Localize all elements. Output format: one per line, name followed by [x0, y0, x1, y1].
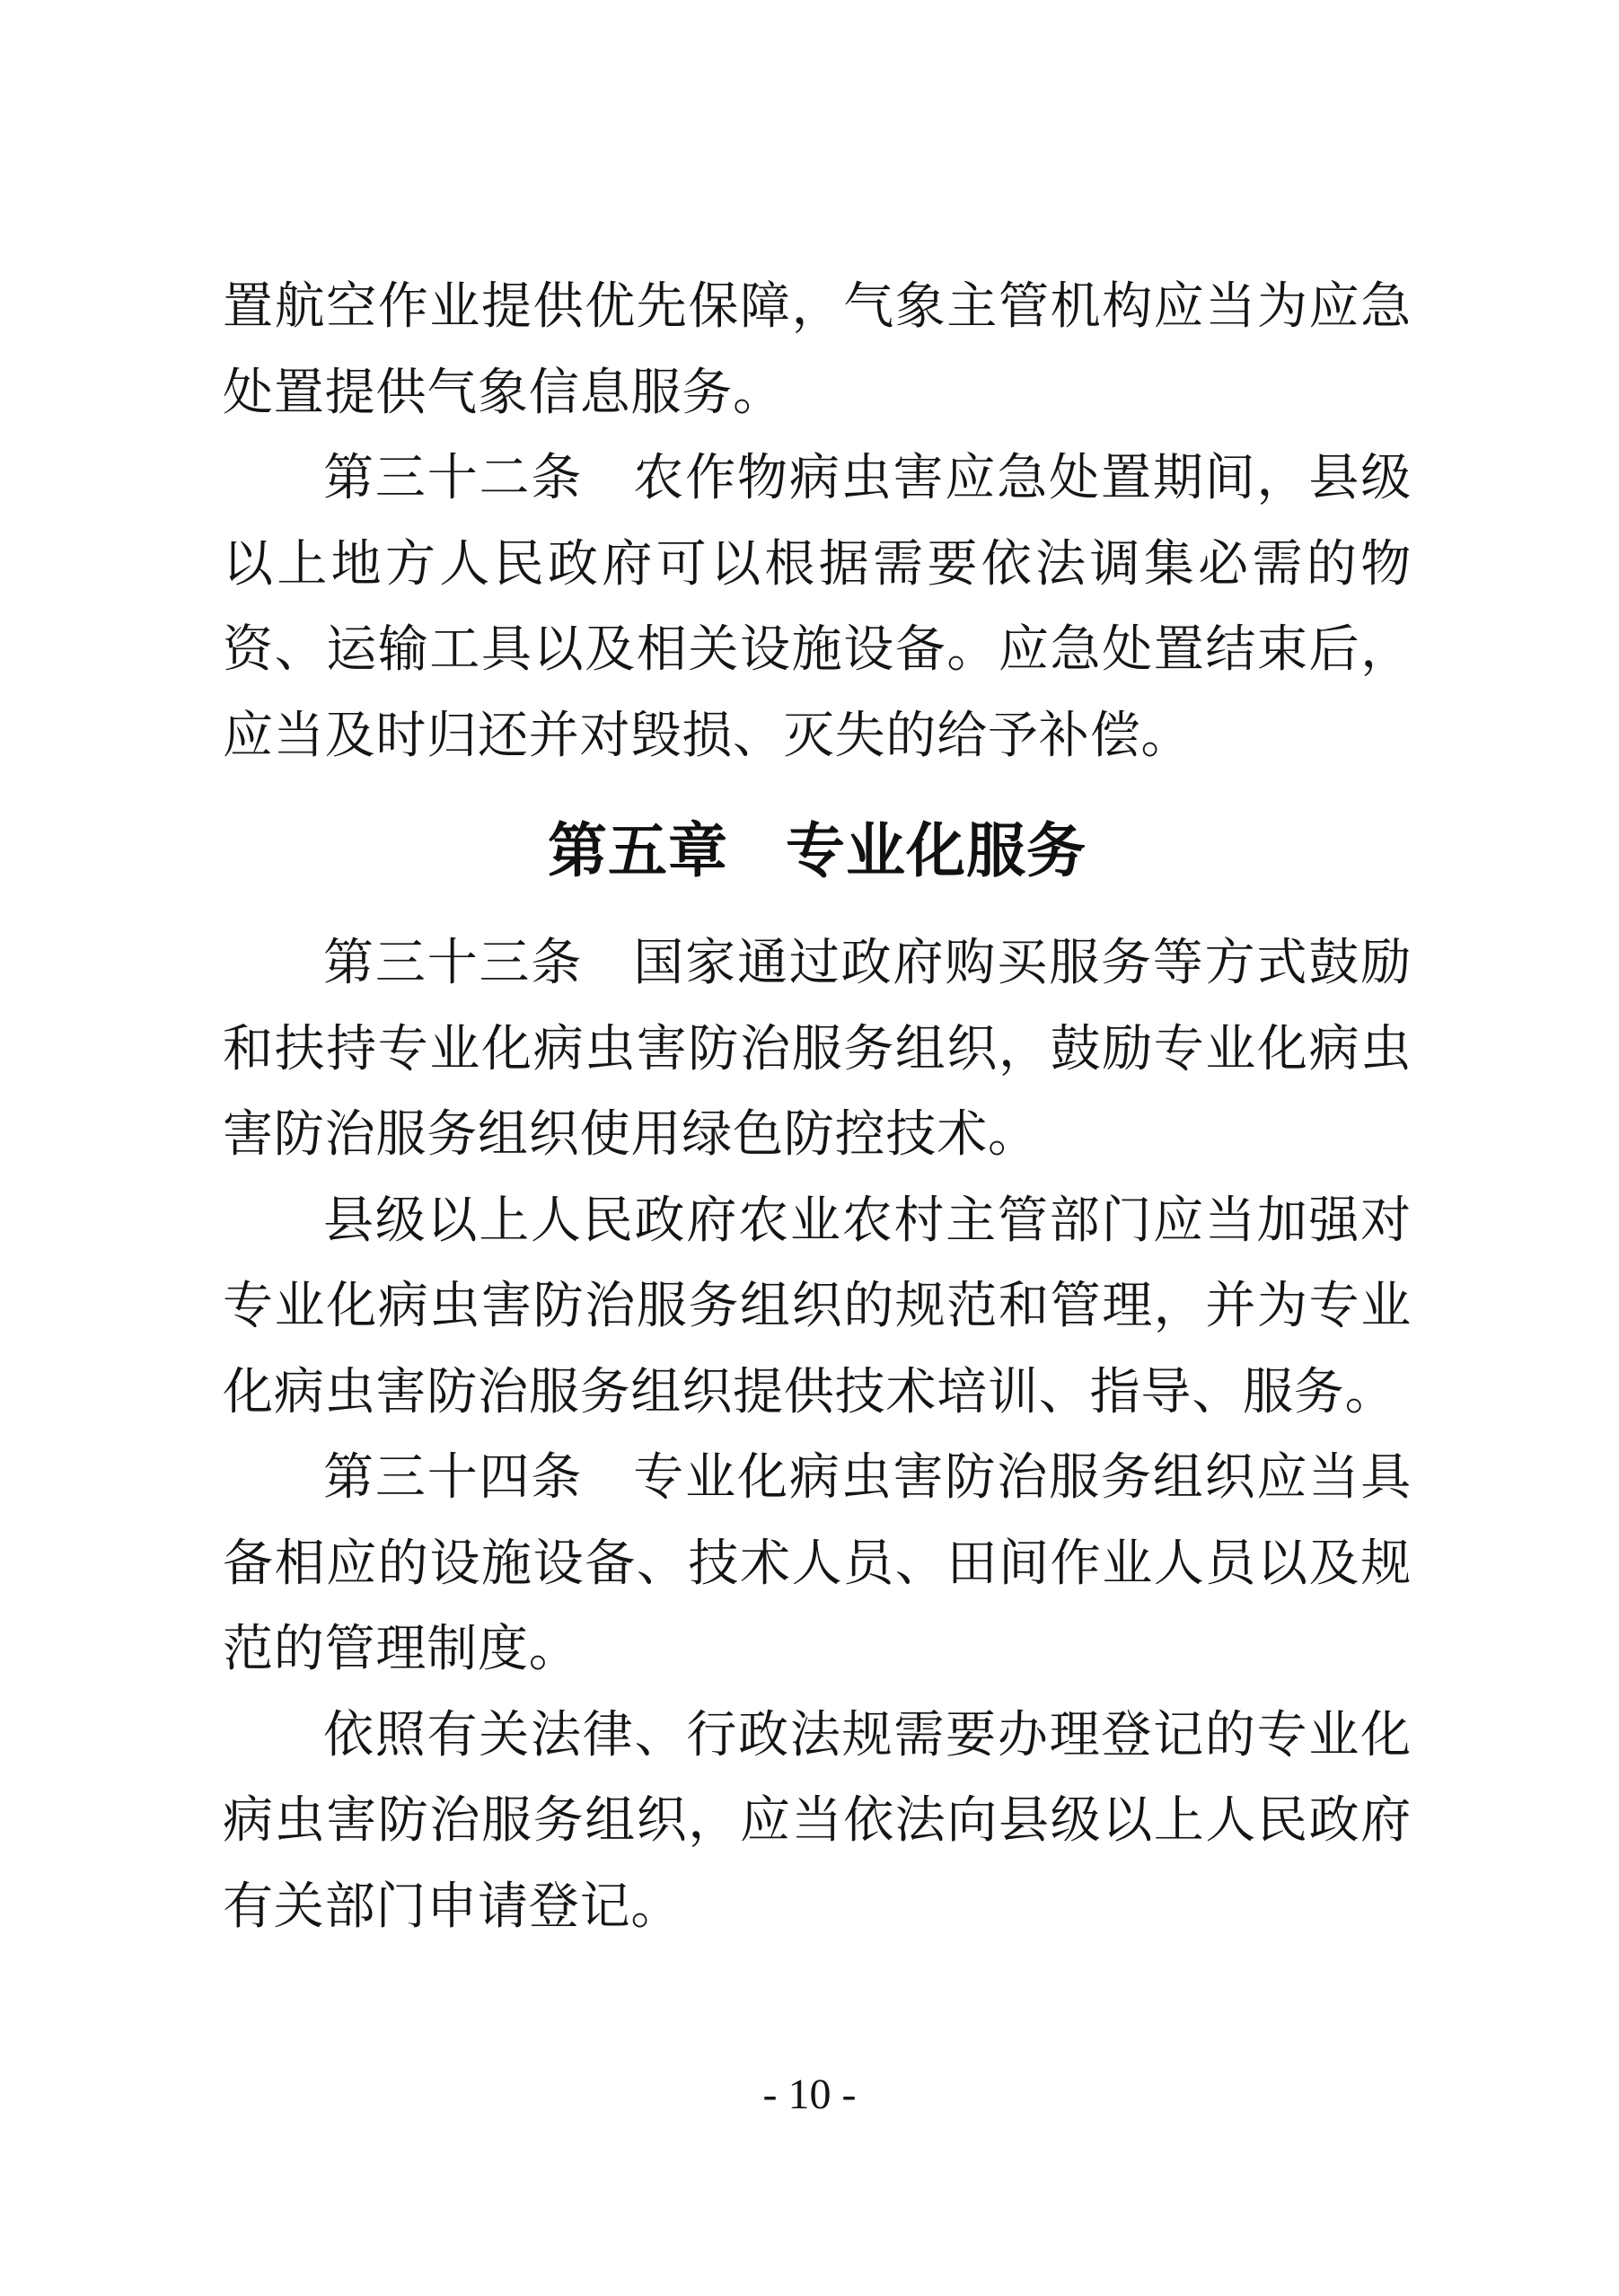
article-34-paragraph [223, 1435, 1412, 1693]
paragraph-continuation [223, 264, 1412, 435]
article-number: 第三十二条 [323, 449, 584, 507]
chapter-number: 第五章 [548, 816, 728, 885]
article-number: 第三十四条 [323, 1448, 584, 1507]
paragraph-text: 置航空作业提供优先保障，气象主管机构应当为应急处置提供气象信息服务。 [223, 277, 1412, 422]
paragraph-text: 专业化病虫害防治服务组织应当具备相应的设施设备、技术人员、田间作业人员以及规范的管理制度。 [223, 1448, 1412, 1678]
paragraph-text: 依照有关法律、行政法规需要办理登记的专业化病虫害防治服务组织，应当依法向县级以上人民政府有关部门申请登记。 [223, 1705, 1412, 1936]
article-number: 第三十三条 [323, 934, 584, 992]
article-32-paragraph [223, 435, 1412, 779]
paragraph-text: 国家通过政府购买服务等方式鼓励和扶持专业化病虫害防治服务组织，鼓励专业化病虫害防治服务组织使用绿色防控技术。 [223, 934, 1412, 1164]
article-34-clause-2 [223, 1693, 1412, 1950]
article-33-paragraph [223, 920, 1412, 1178]
page-number: - 10 - [762, 2071, 857, 2118]
chapter-heading [223, 802, 1412, 901]
article-33-clause-2 [223, 1178, 1412, 1436]
paragraph-text: 县级以上人民政府农业农村主管部门应当加强对专业化病虫害防治服务组织的规范和管理，并为专业化病虫害防治服务组织提供技术培训、指导、服务。 [223, 1191, 1412, 1421]
paragraph-text: 农作物病虫害应急处置期间，县级以上地方人民政府可以根据需要依法调集必需的物资、运输工具以及相关设施设备。应急处置结束后，应当及时归还并对毁损、灭失的给予补偿。 [223, 449, 1412, 765]
body-text [223, 264, 1412, 1949]
chapter-title: 专业化服务 [786, 816, 1087, 885]
